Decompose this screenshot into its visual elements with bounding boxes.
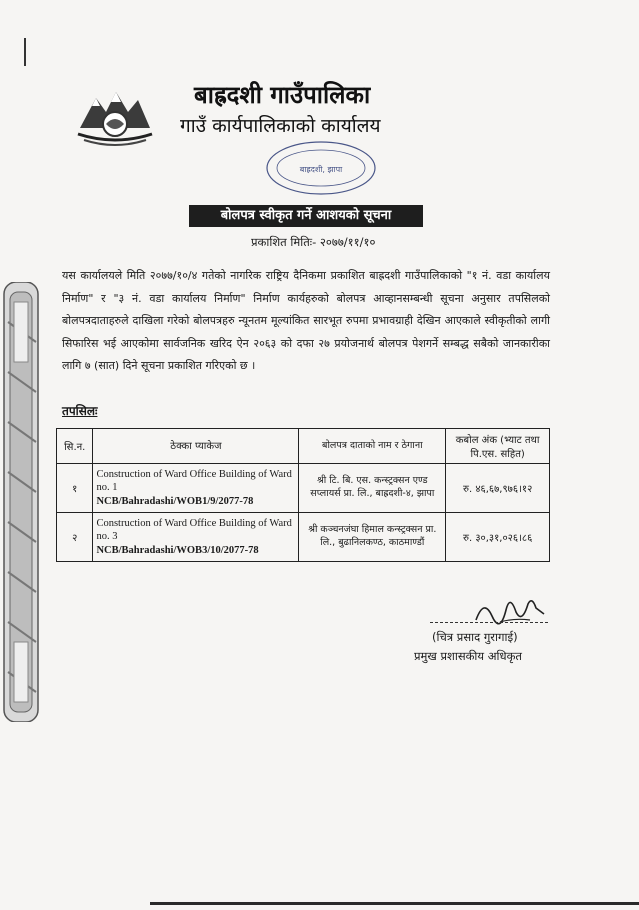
- header-amount: कबोल अंक (भ्याट तथा पि.एस. सहित): [446, 429, 550, 464]
- signatory-title: प्रमुख प्रशासकीय अधिकृत: [414, 649, 522, 663]
- row-package: [93, 513, 299, 562]
- header-sn: सि.न.: [57, 429, 93, 464]
- table-row: [57, 464, 550, 513]
- office-stamp: [262, 138, 380, 198]
- office-subtitle: गाउँ कार्यपालिकाको कार्यालय: [180, 115, 381, 137]
- scan-bottom-edge: [150, 902, 639, 905]
- row-bidder: श्री टि. बि. एस. कन्स्ट्रक्सन एण्ड सप्लायर्स प्रा. लि., बाह्रदशी-४, झापा: [299, 464, 446, 513]
- header-package: ठेक्का प्याकेज: [93, 429, 299, 464]
- package-id: NCB/Bahradashi/WOB3/10/2077-78: [96, 544, 259, 556]
- scan-edge-mark: [24, 38, 26, 66]
- signatory-name: (चित्र प्रसाद गुरागाई): [432, 630, 518, 644]
- published-date: प्रकाशित मितिः- २०७७/११/१०: [251, 235, 376, 249]
- header-bidder: बोलपत्र दाताको नाम र ठेगाना: [299, 429, 446, 464]
- details-label: तपसिलः: [62, 404, 98, 418]
- office-name: बाह्रदशी गाउँपालिका: [194, 81, 371, 109]
- row-bidder: श्री कञ्चनजंघा हिमाल कन्स्ट्रक्सन प्रा. लि., बुढानिलकण्ठ, काठमाण्डौं: [299, 513, 446, 562]
- notice-subject: बोलपत्र स्वीकृत गर्ने आशयको सूचना: [189, 205, 423, 227]
- tender-table: [56, 428, 550, 562]
- row-sn: १: [57, 464, 93, 513]
- signature-line: [430, 622, 548, 623]
- notice-body: यस कार्यालयले मिति २०७७/१०/४ गतेको नागरिक राष्ट्रिय दैनिकमा प्रकाशित बाह्रदशी गाउँपालिकाको "१ नं. वडा कार्यालय निर्माण" र "३ नं. वडा कार्यालय निर्माण" निर्माण कार्यहरुको बोलपत्र आव्हानसम्बन्धी सूचना अनुसार तपसिलको बोलपत्रदाताहरुले दाखिला गरेको बोलपत्रहरु न्यूनतम मूल्यांकित सारभूत रुपमा प्रभावग्राही देखिन आएकाले स्वीकृतीको लागी सिफारिस भई आएकोमा सार्वजनिक खरिद ऐन २०६३ को दफा २७ प्रयोजनार्थ बोलपत्र पेशगर्ने सम्बद्ध सबैको जानकारीका लागि ७ (सात) दिने सूचना प्रकाशित गरिएको छ ।: [62, 269, 550, 372]
- stamp-text: बाह्रदशी, झापा: [299, 165, 343, 174]
- row-amount: रु. ४६,६७,९७६।१२: [446, 464, 550, 513]
- row-package: [93, 464, 299, 513]
- binder-clip: [0, 282, 44, 722]
- package-name: Construction of Ward Office Building of Ward no. 1: [96, 468, 292, 494]
- row-sn: २: [57, 513, 93, 562]
- row-amount: रु. ३०,३१,०२६।८६: [446, 513, 550, 562]
- package-id: NCB/Bahradashi/WOB1/9/2077-78: [96, 495, 254, 507]
- package-name: Construction of Ward Office Building of Ward no. 3: [96, 517, 292, 543]
- table-row: [57, 513, 550, 562]
- table-header-row: [57, 429, 550, 464]
- signature: [470, 590, 550, 630]
- municipality-emblem-icon: [76, 84, 154, 150]
